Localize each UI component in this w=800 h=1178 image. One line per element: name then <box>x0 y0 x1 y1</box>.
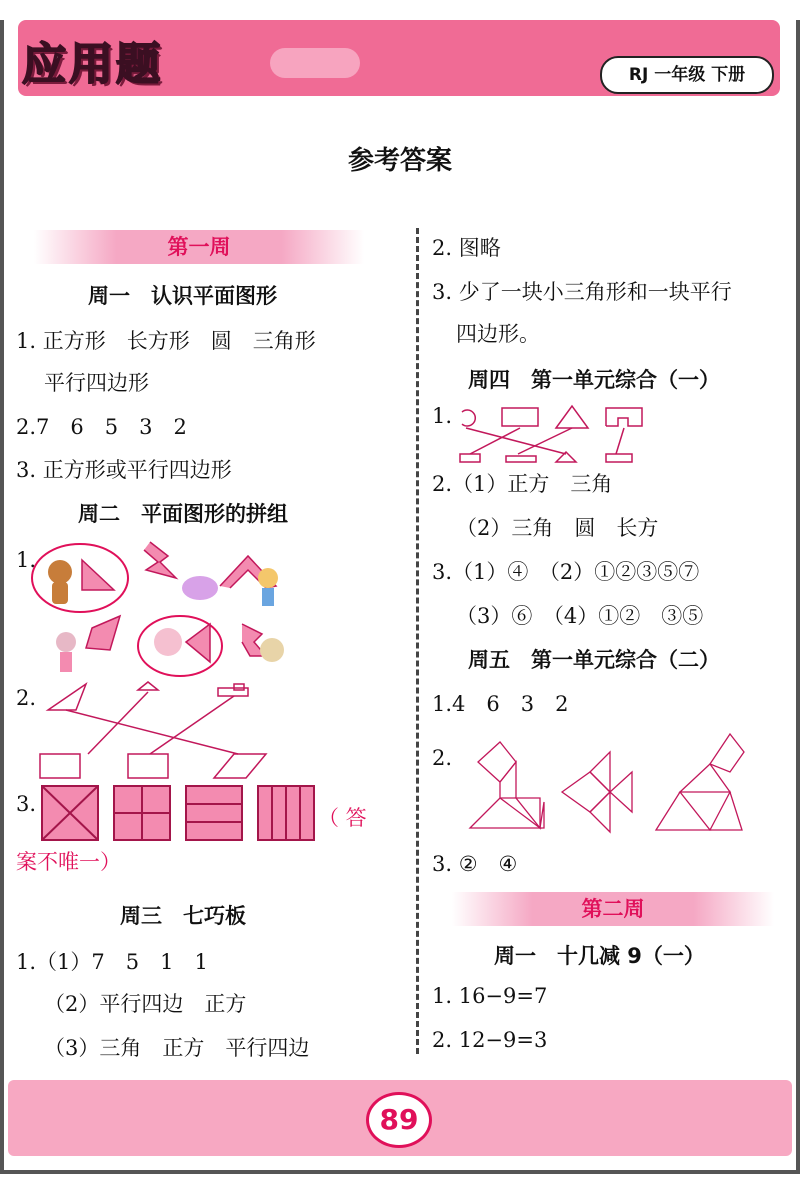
matching-lines-diagram <box>38 682 338 782</box>
answer-line: 3.（1）④ （2）①②③⑤⑦ <box>432 560 700 584</box>
page-number: 89 <box>366 1092 432 1148</box>
question-number: 2. <box>16 686 37 710</box>
section-title-tue: 周二 平面图形的拼组 <box>78 502 288 526</box>
square-division-figures <box>42 786 314 842</box>
section-title-wed: 周三 七巧板 <box>120 904 246 928</box>
answer-line: 2.7 6 5 3 2 <box>16 415 187 439</box>
cloud-decoration <box>270 48 360 78</box>
answer-line: （2）平行四边 正方 <box>44 992 247 1016</box>
page-border-left <box>0 20 4 1170</box>
answer-line: （2）三角 圆 长方 <box>456 516 659 540</box>
answer-line: （3）三角 正方 平行四边 <box>44 1036 310 1060</box>
answer-line: 四边形。 <box>456 322 540 346</box>
answer-line: 2.（1）正方 三角 <box>432 472 613 496</box>
section-title-w2-mon: 周一 十几减 9（一） <box>494 944 705 968</box>
section-title-mon: 周一 认识平面图形 <box>88 284 277 308</box>
answer-line: 1. 16−9=7 <box>432 984 548 1008</box>
answer-line: 3. 少了一块小三角形和一块平行 <box>432 280 732 304</box>
week2-banner: 第二周 <box>452 892 774 926</box>
question-number: 2. <box>432 746 453 770</box>
answer-note: （ 答 <box>318 806 367 830</box>
matching-figures-illustration <box>30 538 370 678</box>
section-title-thu: 周四 第一单元综合（一） <box>468 368 720 392</box>
answer-line: 3. 正方形或平行四边形 <box>16 458 232 482</box>
section-title-fri: 周五 第一单元综合（二） <box>468 648 720 672</box>
question-number: 1. <box>432 404 453 428</box>
shape-matching-diagram <box>456 404 656 464</box>
question-number: 3. <box>16 792 37 816</box>
answer-line: 1.4 6 3 2 <box>432 692 569 716</box>
week1-banner: 第一周 <box>34 230 364 264</box>
page-border-bottom <box>0 1170 800 1174</box>
page-title: 参考答案 <box>347 146 452 176</box>
answer-note: 案不唯一） <box>16 850 121 874</box>
column-divider <box>416 228 419 1054</box>
answer-line: 3. ② ④ <box>432 852 518 876</box>
answer-line: （3）⑥ （4）①② ③⑤ <box>456 604 704 628</box>
answer-line: 2. 图略 <box>432 236 501 260</box>
answer-line: 2. 12−9=3 <box>432 1028 548 1052</box>
grade-badge: RJ 一年级 下册 <box>600 56 774 94</box>
answer-line: 1.（1）7 5 1 1 <box>16 950 208 974</box>
header-title: 应用题 <box>22 39 163 90</box>
page-border-right <box>796 20 800 1170</box>
tangram-figures <box>460 732 760 832</box>
answer-line: 1. 正方形 长方形 圆 三角形 <box>16 329 316 353</box>
answer-line: 平行四边形 <box>44 371 149 395</box>
question-number: 1. <box>16 548 37 572</box>
